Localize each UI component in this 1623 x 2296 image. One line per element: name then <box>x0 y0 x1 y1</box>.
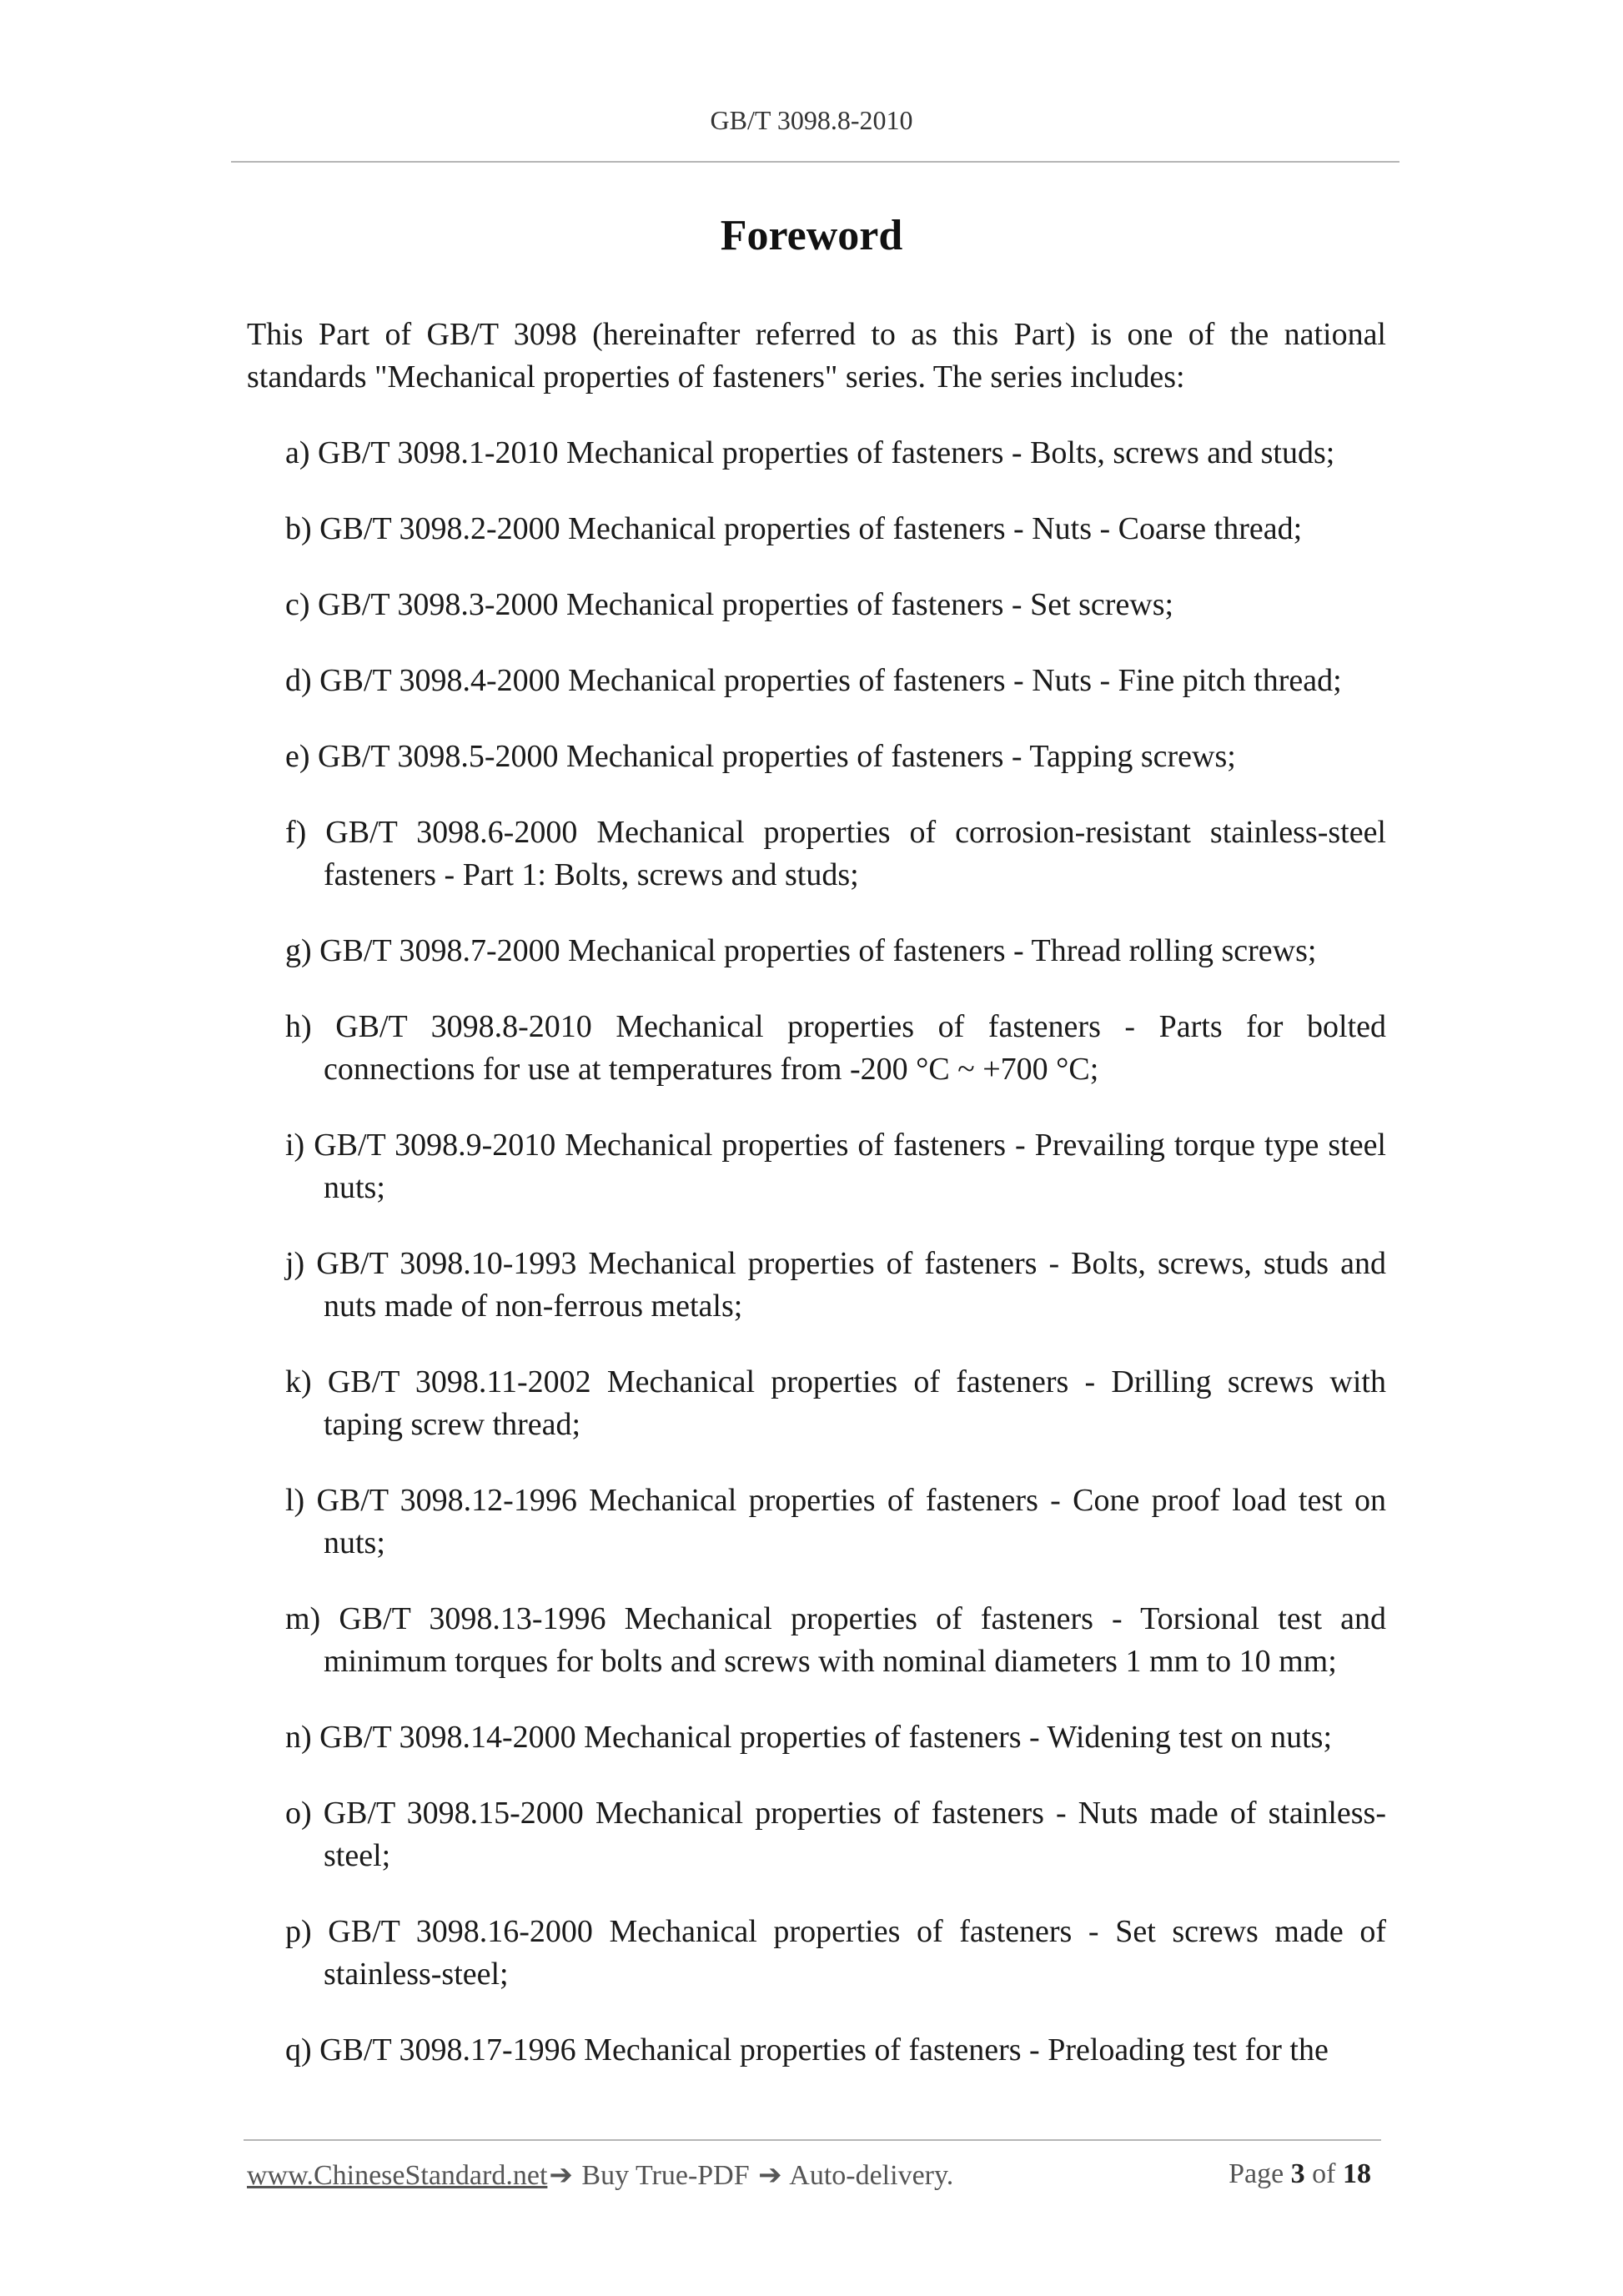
list-item: k) GB/T 3098.11-2002 Mechanical properties of fasteners - Drilling screws with taping screw thread; <box>285 1364 1386 1442</box>
list-item: b) GB/T 3098.2-2000 Mechanical properties of fasteners - Nuts - Coarse thread; <box>285 511 1303 546</box>
page-of-label: of <box>1312 2158 1336 2189</box>
list-item: c) GB/T 3098.3-2000 Mechanical properties of fasteners - Set screws; <box>285 587 1174 622</box>
list-item: l) GB/T 3098.12-1996 Mechanical properties of fasteners - Cone proof load test on nuts; <box>285 1483 1386 1560</box>
list-item: n) GB/T 3098.14-2000 Mechanical properties of fasteners - Widening test on nuts; <box>285 1720 1333 1755</box>
list-item: p) GB/T 3098.16-2000 Mechanical properties of fasteners - Set screws made of stainless-steel; <box>285 1914 1386 1992</box>
list-item: q) GB/T 3098.17-1996 Mechanical properties of fasteners - Preloading test for the <box>285 2032 1329 2067</box>
page-total: 18 <box>1343 2158 1371 2189</box>
list-item: a) GB/T 3098.1-2010 Mechanical properties of fasteners - Bolts, screws and studs; <box>285 435 1335 470</box>
running-header: GB/T 3098.8-2010 <box>710 105 913 135</box>
page-title: Foreword <box>720 212 903 259</box>
footer-promo <box>247 2158 953 2192</box>
list-item: i) GB/T 3098.9-2010 Mechanical properties of fasteners - Prevailing torque type steel nuts; <box>285 1128 1386 1205</box>
page-number <box>1229 2158 1371 2190</box>
list-item: g) GB/T 3098.7-2000 Mechanical properties of fasteners - Thread rolling screws; <box>285 933 1317 968</box>
list-item: e) GB/T 3098.5-2000 Mechanical properties of fasteners - Tapping screws; <box>285 739 1236 774</box>
list-item: f) GB/T 3098.6-2000 Mechanical properties of corrosion-resistant stainless-steel fasteners - Part 1: Bolts, screws and studs; <box>285 815 1386 892</box>
list-item: o) GB/T 3098.15-2000 Mechanical properties of fasteners - Nuts made of stainless-steel; <box>285 1796 1386 1873</box>
list-item: j) GB/T 3098.10-1993 Mechanical properties of fasteners - Bolts, screws, studs and nuts made of non-ferrous metals; <box>285 1246 1386 1324</box>
intro-paragraph: This Part of GB/T 3098 (hereinafter referred to as this Part) is one of the national standards "Mechanical properties of fasteners" series. The series includes: <box>247 317 1386 394</box>
arrow-right-icon: ➔ <box>549 2160 573 2191</box>
delivery-text: Auto-delivery. <box>783 2160 954 2191</box>
website-link[interactable]: www.ChineseStandard.net <box>247 2160 548 2191</box>
list-item: h) GB/T 3098.8-2010 Mechanical properties of fasteners - Parts for bolted connections for use at temperatures from -200 °C ~ +700 °C; <box>285 1009 1386 1087</box>
list-item: d) GB/T 3098.4-2000 Mechanical properties of fasteners - Nuts - Fine pitch thread; <box>285 663 1342 698</box>
header-divider <box>231 161 1399 163</box>
page-label: Page <box>1229 2158 1284 2189</box>
list-item: m) GB/T 3098.13-1996 Mechanical properties of fasteners - Torsional test and minimum torques for bolts and screws with nominal diameters 1 mm to 10 mm; <box>285 1601 1386 1679</box>
buy-text: Buy True-PDF <box>574 2160 757 2191</box>
page-current: 3 <box>1290 2158 1305 2189</box>
arrow-right-icon: ➔ <box>758 2160 782 2191</box>
series-list <box>285 432 1386 2072</box>
footer-divider <box>244 2139 1381 2141</box>
